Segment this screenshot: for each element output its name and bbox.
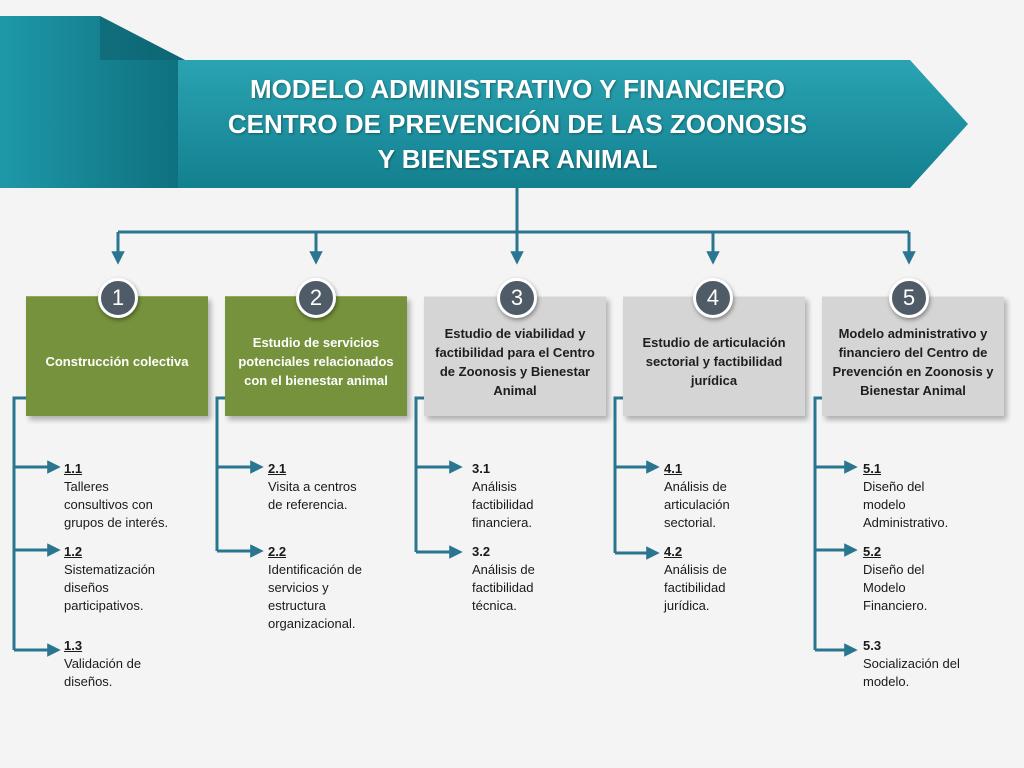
step-number-1: 1 (98, 278, 138, 318)
sub-item-5-1 (863, 460, 948, 532)
sub-item-id: 2.2 (268, 544, 287, 559)
sub-item-text: Análisis de articulación sectorial. (664, 479, 730, 530)
sub-item-4-2 (664, 543, 727, 615)
sub-item-id: 5.1 (863, 461, 882, 476)
sub-item-1-1 (64, 460, 168, 532)
sub-item-text: Socialización del modelo. (863, 656, 960, 689)
title-line-3: Y BIENESTAR ANIMAL (377, 144, 658, 174)
sub-item-1-2 (64, 543, 155, 615)
top-connectors (118, 188, 909, 262)
step-box-3: Estudio de viabilidad y factibilidad para el Centro de Zoonosis y Bienestar Animal (424, 296, 606, 416)
sub-item-id: 4.2 (664, 544, 683, 559)
sub-item-text: Visita a centros de referencia. (268, 479, 357, 512)
sub-item-5-3 (863, 637, 960, 691)
sub-item-id: 5.3 (863, 638, 882, 653)
step-number-5: 5 (889, 278, 929, 318)
sub-item-id: 2.1 (268, 461, 287, 476)
sub-item-text: Diseño del modelo Administrativo. (863, 479, 949, 530)
sub-item-text: Análisis de factibilidad jurídica. (664, 562, 727, 613)
sub-item-5-2 (863, 543, 927, 615)
title-line-2: CENTRO DE PREVENCIÓN DE LAS ZOONOSIS (227, 109, 808, 139)
step-number-2: 2 (296, 278, 336, 318)
step-number-4: 4 (693, 278, 733, 318)
step-number-3: 3 (497, 278, 537, 318)
sub-item-4-1 (664, 460, 730, 532)
sub-item-id: 3.1 (472, 461, 491, 476)
sub-item-id: 4.1 (664, 461, 683, 476)
step-box-4: Estudio de articulación sectorial y factibilidad jurídica (623, 296, 805, 416)
sub-item-3-1 (472, 460, 533, 532)
sub-item-id: 1.2 (64, 544, 83, 559)
step-box-5: Modelo administrativo y financiero del Centro de Prevención en Zoonosis y Bienestar Animal (822, 296, 1004, 416)
sub-item-id: 1.1 (64, 461, 83, 476)
sub-item-text: Sistematización diseños participativos. (64, 562, 156, 613)
sub-item-text: Diseño del Modelo Financiero. (863, 562, 928, 613)
sub-item-id: 1.3 (64, 638, 83, 653)
sub-item-text: Análisis factibilidad financiera. (472, 479, 534, 530)
sub-item-3-2 (472, 543, 535, 615)
sub-item-id: 3.2 (472, 544, 491, 559)
sub-item-text: Análisis de factibilidad técnica. (472, 562, 535, 613)
title-line-1: MODELO ADMINISTRATIVO Y FINANCIERO (250, 74, 785, 104)
sub-item-id: 5.2 (863, 544, 882, 559)
sub-item-2-1 (268, 460, 357, 514)
sub-item-text: Talleres consultivos con grupos de interés. (64, 479, 169, 530)
diagram-title (185, 72, 850, 177)
sub-item-text: Identificación de servicios y estructura organizacional. (268, 562, 362, 631)
step-box-1: Construcción colectiva (26, 296, 208, 416)
sub-item-text: Validación de diseños. (64, 656, 142, 689)
sub-item-2-2 (268, 543, 362, 633)
sub-item-1-3 (64, 637, 141, 691)
step-box-2: Estudio de servicios potenciales relacionados con el bienestar animal (225, 296, 407, 416)
